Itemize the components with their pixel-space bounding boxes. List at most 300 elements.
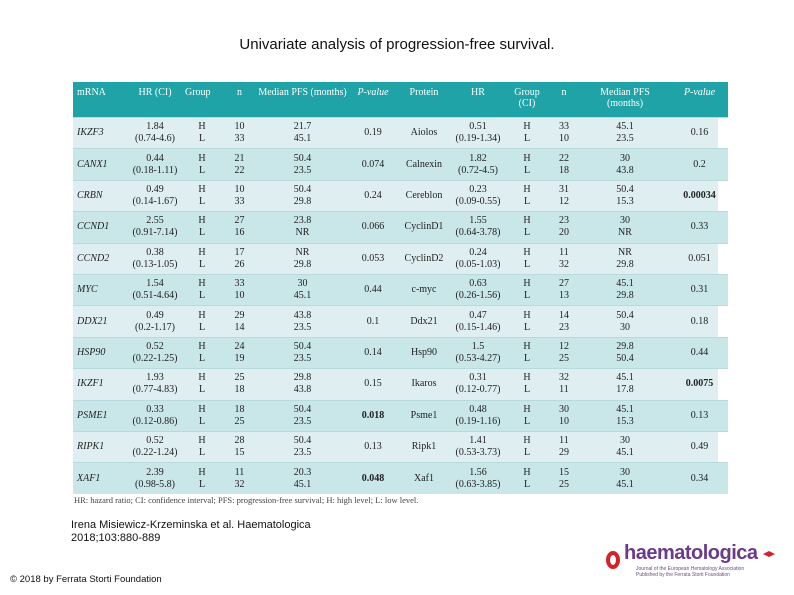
mrna-pvalue-cell: 0.13	[349, 431, 397, 462]
mrna-pfs-cell	[256, 243, 349, 274]
mrna-group-cell	[181, 400, 223, 431]
protein-group-cell-line: L	[523, 258, 531, 270]
mrna-cell: CRBN	[73, 180, 129, 211]
mrna-cell: CCND2	[73, 243, 129, 274]
mrna-hr-cell	[129, 369, 181, 400]
protein-n-cell-line: 12	[559, 340, 569, 352]
protein-n-cell	[549, 463, 579, 494]
protein-n-cell-line: 23	[559, 215, 569, 227]
mrna-cell: MYC	[73, 274, 129, 305]
mrna-n-cell-line: 11	[234, 466, 245, 478]
protein-group-cell	[505, 369, 549, 400]
protein-cell: Ddx21	[397, 306, 451, 337]
mrna-hr-cell	[129, 337, 181, 368]
mrna-hr-cell-line: 1.84	[146, 121, 164, 133]
mrna-n-cell	[223, 149, 256, 180]
protein-pvalue-cell: 0.051	[671, 243, 728, 274]
mrna-n-cell-line: 15	[234, 447, 245, 459]
protein-n-cell-line: 15	[559, 466, 569, 478]
mrna-n-cell-line: 26	[234, 258, 245, 270]
protein-n-cell	[549, 337, 579, 368]
mrna-group-cell-line: L	[198, 447, 206, 459]
mrna-group-cell-line: H	[198, 121, 206, 133]
mrna-n-cell	[223, 118, 256, 149]
protein-group-cell	[505, 243, 549, 274]
mrna-group-cell-line: L	[198, 352, 206, 364]
protein-n-cell	[549, 243, 579, 274]
protein-pvalue-cell: 0.31	[671, 274, 728, 305]
protein-group-cell	[505, 431, 549, 462]
protein-n-cell-line: 10	[559, 133, 569, 145]
mrna-hr-cell	[129, 274, 181, 305]
mrna-group-cell	[181, 463, 223, 494]
table-footnote: HR: hazard ratio; CI: confidence interval; PFS: progression-free survival; H: high level; L: low level.	[74, 495, 419, 505]
protein-pfs-cell-line: 30	[620, 152, 630, 164]
mrna-hr-cell	[129, 118, 181, 149]
mrna-pfs-cell-line: 29.8	[293, 372, 312, 384]
mrna-n-cell-line: 33	[234, 133, 245, 145]
mrna-pfs-cell	[256, 463, 349, 494]
mrna-group-cell-line: L	[198, 290, 206, 302]
protein-cell: Hsp90	[397, 337, 451, 368]
column-header: Group	[181, 82, 223, 118]
protein-cell: Ripk1	[397, 431, 451, 462]
protein-cell: Ikaros	[397, 369, 451, 400]
protein-n-cell-line: 22	[559, 152, 569, 164]
protein-cell: Psme1	[397, 400, 451, 431]
citation-authors: Irena Misiewicz-Krzeminska et al. Haematologica	[71, 519, 311, 531]
protein-pfs-cell-line: 30	[620, 435, 630, 447]
protein-hr-cell-line: 0.24	[469, 246, 487, 258]
protein-pfs-cell-line: 30	[620, 215, 630, 227]
mrna-pvalue-cell: 0.1	[349, 306, 397, 337]
mrna-group-cell-line: L	[198, 478, 206, 490]
column-header: Group (CI)	[505, 82, 549, 118]
mrna-n-cell-line: 10	[234, 121, 245, 133]
mrna-cell: IKZF3	[73, 118, 129, 149]
protein-group-cell	[505, 306, 549, 337]
column-header: n	[223, 82, 256, 118]
protein-pfs-cell-line: 45.1	[616, 403, 634, 415]
table-row	[73, 431, 728, 462]
mrna-n-cell-line: 24	[234, 340, 245, 352]
mrna-group-cell-line: H	[198, 183, 206, 195]
protein-group-cell	[505, 337, 549, 368]
table-row	[73, 463, 728, 494]
mrna-group-cell	[181, 118, 223, 149]
protein-cell: Xaf1	[397, 463, 451, 494]
table-row	[73, 369, 728, 400]
protein-group-cell-line: L	[523, 195, 531, 207]
table-row	[73, 274, 728, 305]
mrna-n-cell-line: 27	[234, 215, 245, 227]
mrna-group-cell-line: H	[198, 309, 206, 321]
protein-hr-cell-line: 0.31	[469, 372, 487, 384]
pfs-table-panel	[73, 82, 718, 492]
mrna-n-cell	[223, 274, 256, 305]
mrna-pfs-cell-line: 23.5	[293, 164, 312, 176]
protein-pfs-cell	[579, 118, 671, 149]
protein-n-cell-line: 32	[559, 372, 569, 384]
protein-pvalue-cell: 0.16	[671, 118, 728, 149]
column-header: mRNA	[73, 82, 129, 118]
protein-n-cell	[549, 180, 579, 211]
protein-pfs-cell	[579, 400, 671, 431]
protein-hr-cell-line: (0.09-0.55)	[455, 195, 501, 207]
mrna-pfs-cell-line: 30	[297, 278, 308, 290]
mrna-pvalue-cell: 0.14	[349, 337, 397, 368]
mrna-group-cell	[181, 337, 223, 368]
protein-pfs-cell-line: 23.5	[616, 133, 634, 145]
mrna-pfs-cell-line: 50.4	[293, 403, 312, 415]
protein-group-cell	[505, 274, 549, 305]
mrna-pfs-cell-line: 45.1	[293, 290, 312, 302]
pfs-table	[73, 82, 728, 494]
mrna-hr-cell-line: (0.22-1.24)	[132, 447, 178, 459]
mrna-group-cell	[181, 180, 223, 211]
protein-n-cell-line: 20	[559, 227, 569, 239]
protein-pvalue-cell: 0.13	[671, 400, 728, 431]
protein-pvalue-cell: 0.33	[671, 212, 728, 243]
protein-group-cell-line: H	[523, 183, 531, 195]
mrna-n-cell	[223, 180, 256, 211]
mrna-hr-cell	[129, 431, 181, 462]
logo-tagline	[636, 566, 776, 578]
table-row	[73, 118, 728, 149]
protein-group-cell-line: H	[523, 435, 531, 447]
protein-pfs-cell	[579, 369, 671, 400]
mrna-hr-cell	[129, 243, 181, 274]
mrna-n-cell-line: 14	[234, 321, 245, 333]
protein-group-cell-line: L	[523, 352, 531, 364]
protein-n-cell-line: 11	[559, 435, 569, 447]
protein-n-cell-line: 11	[559, 384, 569, 396]
mrna-hr-cell-line: 0.44	[146, 152, 164, 164]
mrna-hr-cell-line: 0.38	[146, 246, 164, 258]
protein-group-cell	[505, 212, 549, 243]
mrna-pfs-cell	[256, 149, 349, 180]
mrna-hr-cell-line: (0.51-4.64)	[132, 290, 178, 302]
mrna-group-cell	[181, 274, 223, 305]
protein-pfs-cell	[579, 243, 671, 274]
table-row	[73, 400, 728, 431]
protein-n-cell-line: 25	[559, 478, 569, 490]
mrna-group-cell-line: H	[198, 246, 206, 258]
protein-group-cell-line: H	[523, 403, 531, 415]
mrna-n-cell-line: 32	[234, 478, 245, 490]
mrna-n-cell-line: 25	[234, 372, 245, 384]
logo-wordmark: haematologica	[624, 542, 758, 564]
citation-reference: 2018;103:880-889	[71, 532, 161, 544]
protein-group-cell	[505, 118, 549, 149]
mrna-group-cell-line: L	[198, 227, 206, 239]
mrna-group-cell-line: L	[198, 195, 206, 207]
mrna-cell: HSP90	[73, 337, 129, 368]
protein-group-cell-line: H	[523, 309, 531, 321]
table-header-row	[73, 82, 728, 118]
mrna-n-cell	[223, 212, 256, 243]
mrna-hr-cell-line: 0.52	[146, 435, 164, 447]
protein-pfs-cell-line: 45.1	[616, 478, 634, 490]
mrna-group-cell-line: H	[198, 466, 206, 478]
table-row	[73, 243, 728, 274]
protein-n-cell-line: 18	[559, 164, 569, 176]
protein-pfs-cell-line: 45.1	[616, 447, 634, 459]
protein-pfs-cell	[579, 274, 671, 305]
slide-title: Univariate analysis of progression-free survival.	[239, 36, 555, 53]
mrna-group-cell	[181, 431, 223, 462]
mrna-hr-cell-line: 1.93	[146, 372, 164, 384]
protein-pvalue-cell: 0.18	[671, 306, 728, 337]
protein-hr-cell-line: 0.48	[469, 403, 487, 415]
protein-group-cell-line: H	[523, 372, 531, 384]
protein-group-cell-line: L	[523, 290, 531, 302]
protein-group-cell-line: H	[523, 340, 531, 352]
protein-hr-cell-line: 0.51	[469, 121, 487, 133]
mrna-n-cell	[223, 369, 256, 400]
mrna-pvalue-cell: 0.24	[349, 180, 397, 211]
protein-hr-cell-line: (0.72-4.5)	[458, 164, 498, 176]
mrna-n-cell-line: 17	[234, 246, 245, 258]
copyright-notice: © 2018 by Ferrata Storti Foundation	[10, 574, 162, 585]
mrna-cell: IKZF1	[73, 369, 129, 400]
mrna-n-cell	[223, 306, 256, 337]
protein-n-cell-line: 31	[559, 183, 569, 195]
mrna-pfs-cell-line: 50.4	[293, 435, 312, 447]
mrna-pfs-cell-line: 23.8	[293, 215, 312, 227]
mrna-hr-cell-line: (0.18-1.11)	[132, 164, 178, 176]
protein-n-cell	[549, 149, 579, 180]
mrna-hr-cell-line: 1.54	[146, 278, 164, 290]
protein-cell: CyclinD2	[397, 243, 451, 274]
protein-n-cell-line: 32	[559, 258, 569, 270]
protein-hr-cell	[451, 118, 505, 149]
protein-pfs-cell-line: 15.3	[616, 195, 634, 207]
protein-group-cell-line: L	[523, 227, 531, 239]
protein-pvalue-cell: 0.00034	[671, 180, 728, 211]
mrna-n-cell-line: 33	[234, 195, 245, 207]
protein-hr-cell	[451, 431, 505, 462]
mrna-cell: CCND1	[73, 212, 129, 243]
protein-n-cell-line: 12	[559, 195, 569, 207]
protein-hr-cell	[451, 306, 505, 337]
mrna-pfs-cell-line: 21.7	[293, 121, 312, 133]
mrna-pfs-cell	[256, 400, 349, 431]
protein-pfs-cell-line: 30	[620, 466, 630, 478]
protein-group-cell-line: H	[523, 121, 531, 133]
mrna-hr-cell-line: 0.52	[146, 340, 164, 352]
protein-hr-cell	[451, 400, 505, 431]
mrna-n-cell-line: 29	[234, 309, 245, 321]
table-row	[73, 212, 728, 243]
protein-pfs-cell	[579, 463, 671, 494]
protein-n-cell-line: 14	[559, 309, 569, 321]
protein-pfs-cell-line: 50.4	[616, 183, 634, 195]
mrna-hr-cell	[129, 306, 181, 337]
mrna-cell: DDX21	[73, 306, 129, 337]
protein-pfs-cell-line: 15.3	[616, 415, 634, 427]
protein-hr-cell	[451, 337, 505, 368]
mrna-hr-cell-line: (0.13-1.05)	[132, 258, 178, 270]
protein-pfs-cell-line: 17.8	[616, 384, 634, 396]
column-header: P-value	[349, 82, 397, 118]
mrna-group-cell-line: L	[198, 258, 206, 270]
mrna-group-cell-line: H	[198, 435, 206, 447]
protein-hr-cell	[451, 149, 505, 180]
mrna-pfs-cell	[256, 306, 349, 337]
mrna-n-cell	[223, 463, 256, 494]
protein-n-cell-line: 11	[559, 246, 569, 258]
haematologica-logo	[602, 542, 788, 582]
protein-hr-cell-line: 1.56	[469, 466, 487, 478]
mrna-group-cell	[181, 306, 223, 337]
mrna-pvalue-cell: 0.074	[349, 149, 397, 180]
protein-hr-cell-line: (0.53-4.27)	[455, 352, 501, 364]
protein-cell: Calnexin	[397, 149, 451, 180]
mrna-pfs-cell-line: 23.5	[293, 447, 312, 459]
protein-pfs-cell-line: 45.1	[616, 372, 634, 384]
mrna-pfs-cell-line: 50.4	[293, 152, 312, 164]
protein-group-cell-line: H	[523, 152, 531, 164]
mrna-n-cell-line: 16	[234, 227, 245, 239]
mrna-hr-cell-line: 0.33	[146, 403, 164, 415]
protein-n-cell-line: 33	[559, 121, 569, 133]
protein-group-cell	[505, 149, 549, 180]
table-row	[73, 337, 728, 368]
protein-group-cell-line: L	[523, 384, 531, 396]
mrna-cell: PSME1	[73, 400, 129, 431]
mrna-pfs-cell-line: 50.4	[293, 183, 312, 195]
mrna-n-cell-line: 18	[234, 384, 245, 396]
protein-pvalue-cell: 0.44	[671, 337, 728, 368]
protein-hr-cell-line: (0.05-1.03)	[455, 258, 501, 270]
mrna-pfs-cell-line: 45.1	[293, 478, 312, 490]
protein-n-cell	[549, 400, 579, 431]
protein-group-cell-line: L	[523, 321, 531, 333]
mrna-hr-cell-line: (0.22-1.25)	[132, 352, 178, 364]
protein-n-cell-line: 29	[559, 447, 569, 459]
protein-pvalue-cell: 0.49	[671, 431, 728, 462]
protein-hr-cell	[451, 463, 505, 494]
column-header: P-value	[671, 82, 728, 118]
protein-n-cell	[549, 431, 579, 462]
protein-cell: Cereblon	[397, 180, 451, 211]
protein-pfs-cell-line: 29.8	[616, 258, 634, 270]
mrna-group-cell-line: L	[198, 164, 206, 176]
protein-pfs-cell-line: 45.1	[616, 278, 634, 290]
mrna-n-cell-line: 25	[234, 415, 245, 427]
protein-hr-cell-line: 1.5	[471, 340, 485, 352]
protein-hr-cell-line: (0.26-1.56)	[455, 290, 501, 302]
mrna-pfs-cell	[256, 337, 349, 368]
protein-group-cell-line: L	[523, 415, 531, 427]
mrna-n-cell-line: 28	[234, 435, 245, 447]
logo-tagline-publisher: Published by the Ferrata Storti Foundation	[636, 572, 730, 578]
protein-group-cell-line: L	[523, 133, 531, 145]
mrna-pfs-cell-line: 43.8	[293, 309, 312, 321]
protein-group-cell	[505, 463, 549, 494]
protein-hr-cell	[451, 369, 505, 400]
mrna-hr-cell-line: 0.49	[146, 309, 164, 321]
mrna-pfs-cell-line: 20.3	[293, 466, 312, 478]
mrna-n-cell	[223, 431, 256, 462]
protein-pfs-cell	[579, 431, 671, 462]
protein-pfs-cell-line: 50.4	[616, 309, 634, 321]
mrna-pvalue-cell: 0.066	[349, 212, 397, 243]
mrna-cell: CANX1	[73, 149, 129, 180]
mrna-pfs-cell-line: 29.8	[293, 195, 312, 207]
table-body	[73, 118, 728, 495]
mrna-hr-cell	[129, 463, 181, 494]
column-header: n	[549, 82, 579, 118]
protein-hr-cell-line: 0.23	[469, 183, 487, 195]
table-row	[73, 180, 728, 211]
protein-pfs-cell-line: 29.8	[616, 290, 634, 302]
protein-pfs-cell-line: 43.8	[616, 164, 634, 176]
mrna-pfs-cell-line: NR	[295, 227, 310, 239]
mrna-pfs-cell-line: 23.5	[293, 352, 312, 364]
mrna-hr-cell-line: 0.49	[146, 183, 164, 195]
protein-n-cell-line: 13	[559, 290, 569, 302]
mrna-pfs-cell-line: 43.8	[293, 384, 312, 396]
mrna-n-cell	[223, 400, 256, 431]
mrna-group-cell	[181, 369, 223, 400]
protein-pfs-cell-line: NR	[618, 246, 632, 258]
mrna-pvalue-cell: 0.048	[349, 463, 397, 494]
eha-flag-icon	[762, 550, 776, 558]
protein-hr-cell-line: (0.63-3.85)	[455, 478, 501, 490]
protein-group-cell-line: L	[523, 447, 531, 459]
mrna-hr-cell	[129, 180, 181, 211]
column-header: Protein	[397, 82, 451, 118]
mrna-hr-cell-line: (0.14-1.67)	[132, 195, 178, 207]
protein-pvalue-cell: 0.34	[671, 463, 728, 494]
protein-n-cell	[549, 212, 579, 243]
mrna-group-cell-line: L	[198, 384, 206, 396]
protein-hr-cell	[451, 180, 505, 211]
protein-group-cell	[505, 400, 549, 431]
protein-n-cell	[549, 306, 579, 337]
protein-pfs-cell	[579, 337, 671, 368]
mrna-pfs-cell	[256, 369, 349, 400]
protein-group-cell-line: H	[523, 466, 531, 478]
mrna-pvalue-cell: 0.15	[349, 369, 397, 400]
protein-group-cell	[505, 180, 549, 211]
mrna-n-cell	[223, 337, 256, 368]
mrna-n-cell-line: 22	[234, 164, 245, 176]
protein-group-cell-line: L	[523, 478, 531, 490]
protein-n-cell-line: 27	[559, 278, 569, 290]
protein-n-cell-line: 25	[559, 352, 569, 364]
mrna-pfs-cell	[256, 274, 349, 305]
mrna-group-cell-line: H	[198, 215, 206, 227]
mrna-pfs-cell	[256, 118, 349, 149]
mrna-hr-cell-line: (0.2-1.17)	[135, 321, 175, 333]
mrna-n-cell	[223, 243, 256, 274]
protein-group-cell-line: H	[523, 246, 531, 258]
mrna-hr-cell-line: (0.77-4.83)	[132, 384, 178, 396]
protein-pfs-cell-line: 29.8	[616, 340, 634, 352]
protein-hr-cell-line: (0.53-3.73)	[455, 447, 501, 459]
mrna-pfs-cell-line: NR	[295, 246, 310, 258]
mrna-hr-cell	[129, 149, 181, 180]
mrna-n-cell-line: 19	[234, 352, 245, 364]
protein-pfs-cell-line: NR	[618, 227, 632, 239]
protein-hr-cell	[451, 212, 505, 243]
mrna-hr-cell	[129, 400, 181, 431]
mrna-group-cell-line: H	[198, 403, 206, 415]
mrna-pfs-cell	[256, 180, 349, 211]
